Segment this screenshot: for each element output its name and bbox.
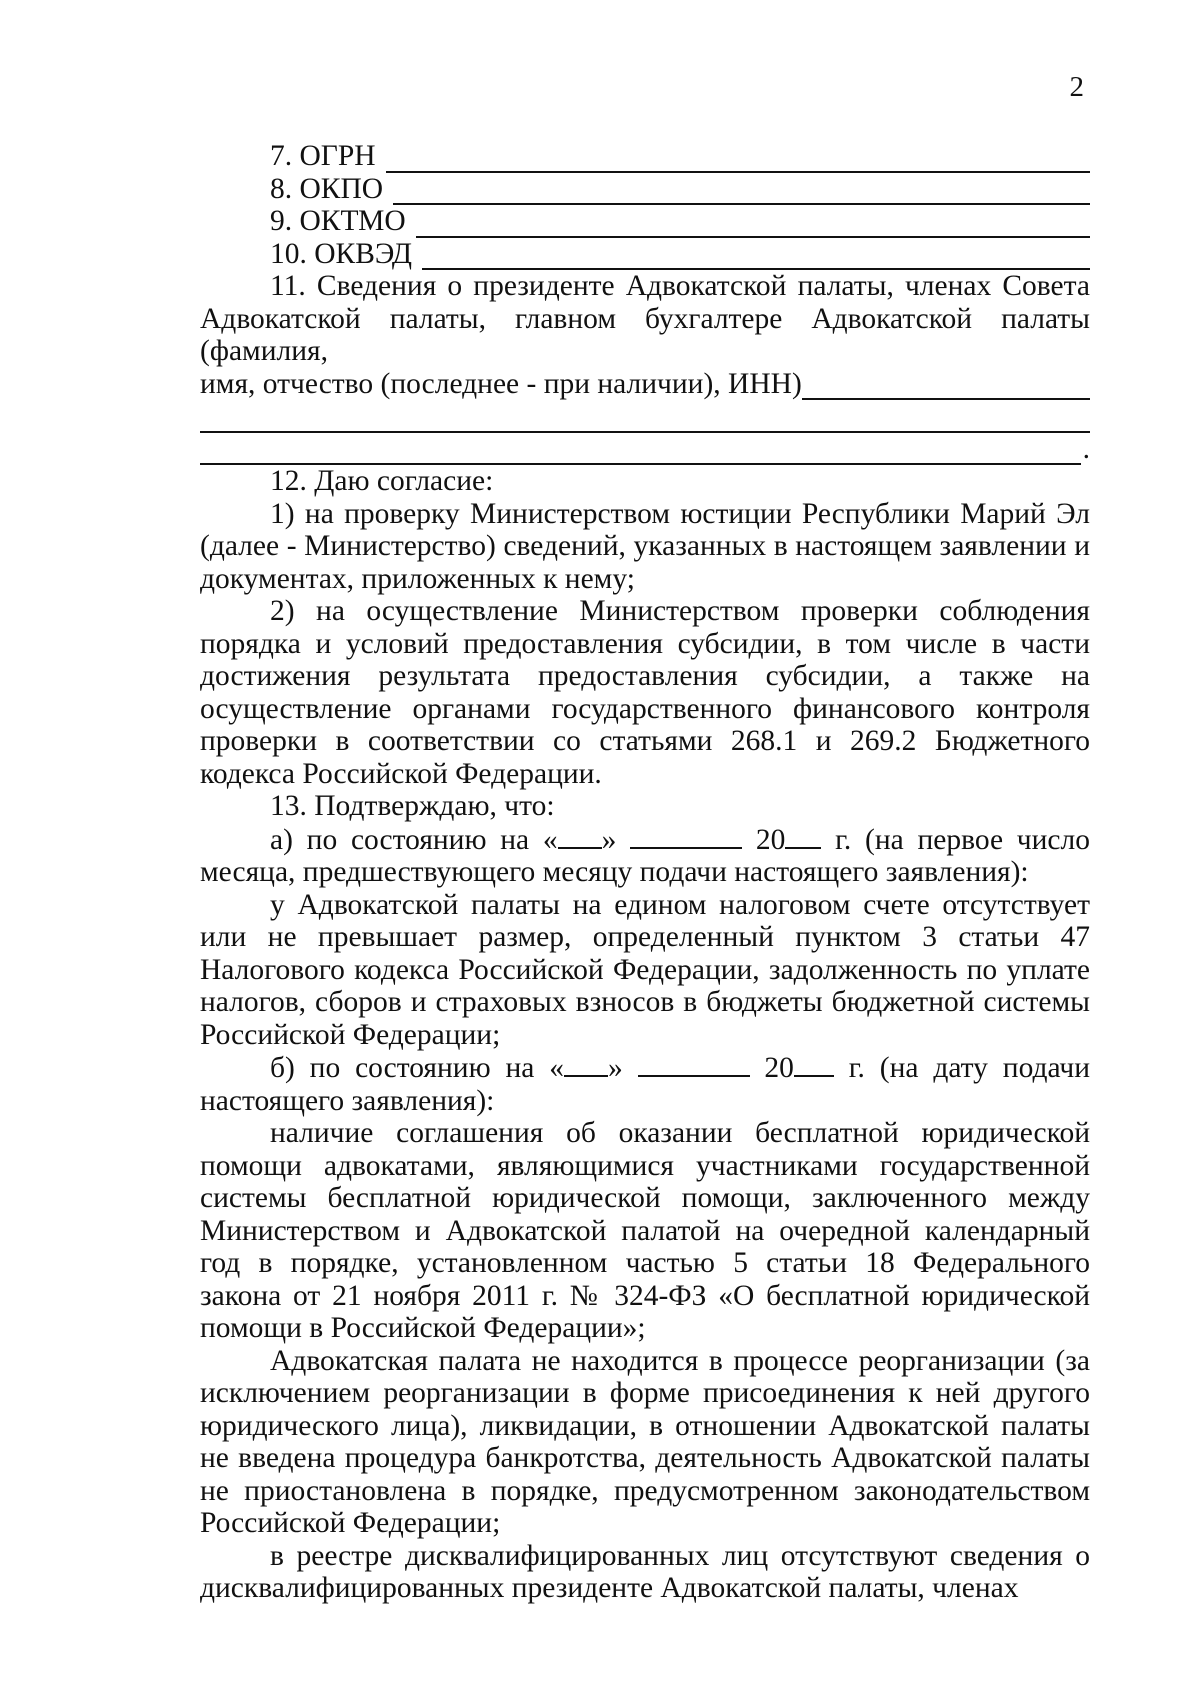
- item11-fill-line: [200, 400, 1090, 433]
- item13-b-mid: »: [607, 1052, 623, 1084]
- field-okpo: [200, 173, 1090, 206]
- field-label: 10. ОКВЭД: [270, 237, 413, 270]
- blank-year: [794, 1051, 834, 1077]
- item11-text: 11. Сведения о президенте Адвокатской палаты, членах Совета Адвокатской палаты, главном бухгалтере Адвокатской палаты (фамилия,: [200, 270, 1090, 367]
- field-label: 9. ОКТМО: [270, 205, 406, 237]
- item11-last-text: имя, отчество (последнее - при наличии), ИНН): [200, 367, 802, 400]
- item13-a-text: у Адвокатской палаты на едином налоговом счете отсутствует или не превышает размер, определенный пунктом 3 статьи 47 Налогового кодекса Российской Федерации, задолженность по уплате налогов, сборов и страховых взносов в бюджеты бюджетной системы Российской Федерации;: [200, 888, 1090, 1051]
- blank-line: [393, 177, 1090, 205]
- item13-b-year: 20: [764, 1052, 794, 1084]
- item13-b-text2: Адвокатская палата не находится в процессе реорганизации (за исключением реорганизации в форме присоединения к ней другого юридического лица), ликвидации, в отношении Адвокатской палаты не введена процедура банкротства, деятельность Адвокатской палаты не приостановлена в порядке, предусмотренном законодательством Российской Федерации;: [200, 1344, 1090, 1539]
- item13-a-year: 20: [755, 823, 786, 856]
- blank-year: [785, 823, 821, 849]
- item13-b-text3: в реестре дисквалифицированных лиц отсутствуют сведения о дисквалифицированных президенте Адвокатской палаты, членах: [200, 1539, 1090, 1604]
- item13-a-end: г. (на первое число месяца, предшествующего месяцу подачи настоящего заявления):: [200, 823, 1090, 888]
- item13-a-start: а) по состоянию на «: [270, 823, 558, 856]
- item13-b-line: [200, 1051, 1090, 1117]
- field-label: 8. ОКПО: [270, 172, 384, 205]
- blank-month: [638, 1051, 750, 1077]
- item11-last-line: [200, 368, 1090, 401]
- item13-b-text1: наличие соглашения об оказании бесплатной юридической помощи адвокатами, являющимися участниками государственной системы бесплатной юридической помощи, заключенного между Министерством и Адвокатской палатой на очередной календарный год в порядке, установленном частью 5 статьи 18 Федерального закона от 21 ноября 2011 г. № 324-ФЗ «О бесплатной юридической помощи в Российской Федерации»;: [200, 1117, 1090, 1344]
- item13-a-line: [200, 823, 1090, 889]
- item11-fill-line-end: [200, 433, 1090, 466]
- blank-day: [558, 823, 602, 849]
- blank-line: [422, 242, 1090, 270]
- blank-line: [416, 210, 1090, 238]
- field-oktmo: [200, 205, 1090, 238]
- blank-month: [630, 823, 742, 849]
- item12-heading: 12. Даю согласие:: [270, 465, 494, 497]
- blank-line: [386, 145, 1090, 173]
- blank-line: [200, 405, 1090, 433]
- item12-p2: 2) на осуществление Министерством проверки соблюдения порядка и условий предоставления субсидии, в том числе в части достижения результата предоставления субсидии, а также на осуществление органами государственного финансового контроля проверки в соответствии со статьями 268.1 и 269.2 Бюджетного кодекса Российской Федерации.: [200, 595, 1090, 790]
- page-number: 2: [1069, 71, 1084, 103]
- item13-b-end: г. (на дату подачи настоящего заявления):: [200, 1052, 1091, 1117]
- field-okved: [200, 238, 1090, 271]
- field-label: 7. ОГРН: [270, 140, 376, 172]
- item13-heading: 13. Подтверждаю, что:: [270, 790, 555, 822]
- end-punct: .: [1082, 432, 1090, 465]
- blank-day: [564, 1051, 608, 1077]
- field-ogrn: [200, 140, 1090, 173]
- item13-b-start: б) по состоянию на «: [270, 1052, 564, 1084]
- item13-a-mid: »: [601, 823, 617, 856]
- item12-p1: 1) на проверку Министерством юстиции Республики Марий Эл (далее - Министерство) сведений, указанных в настоящем заявлении и документах, приложенных к нему;: [200, 497, 1090, 595]
- document-body: [200, 140, 1090, 1605]
- blank-line: [802, 372, 1090, 400]
- blank-line: [200, 437, 1081, 465]
